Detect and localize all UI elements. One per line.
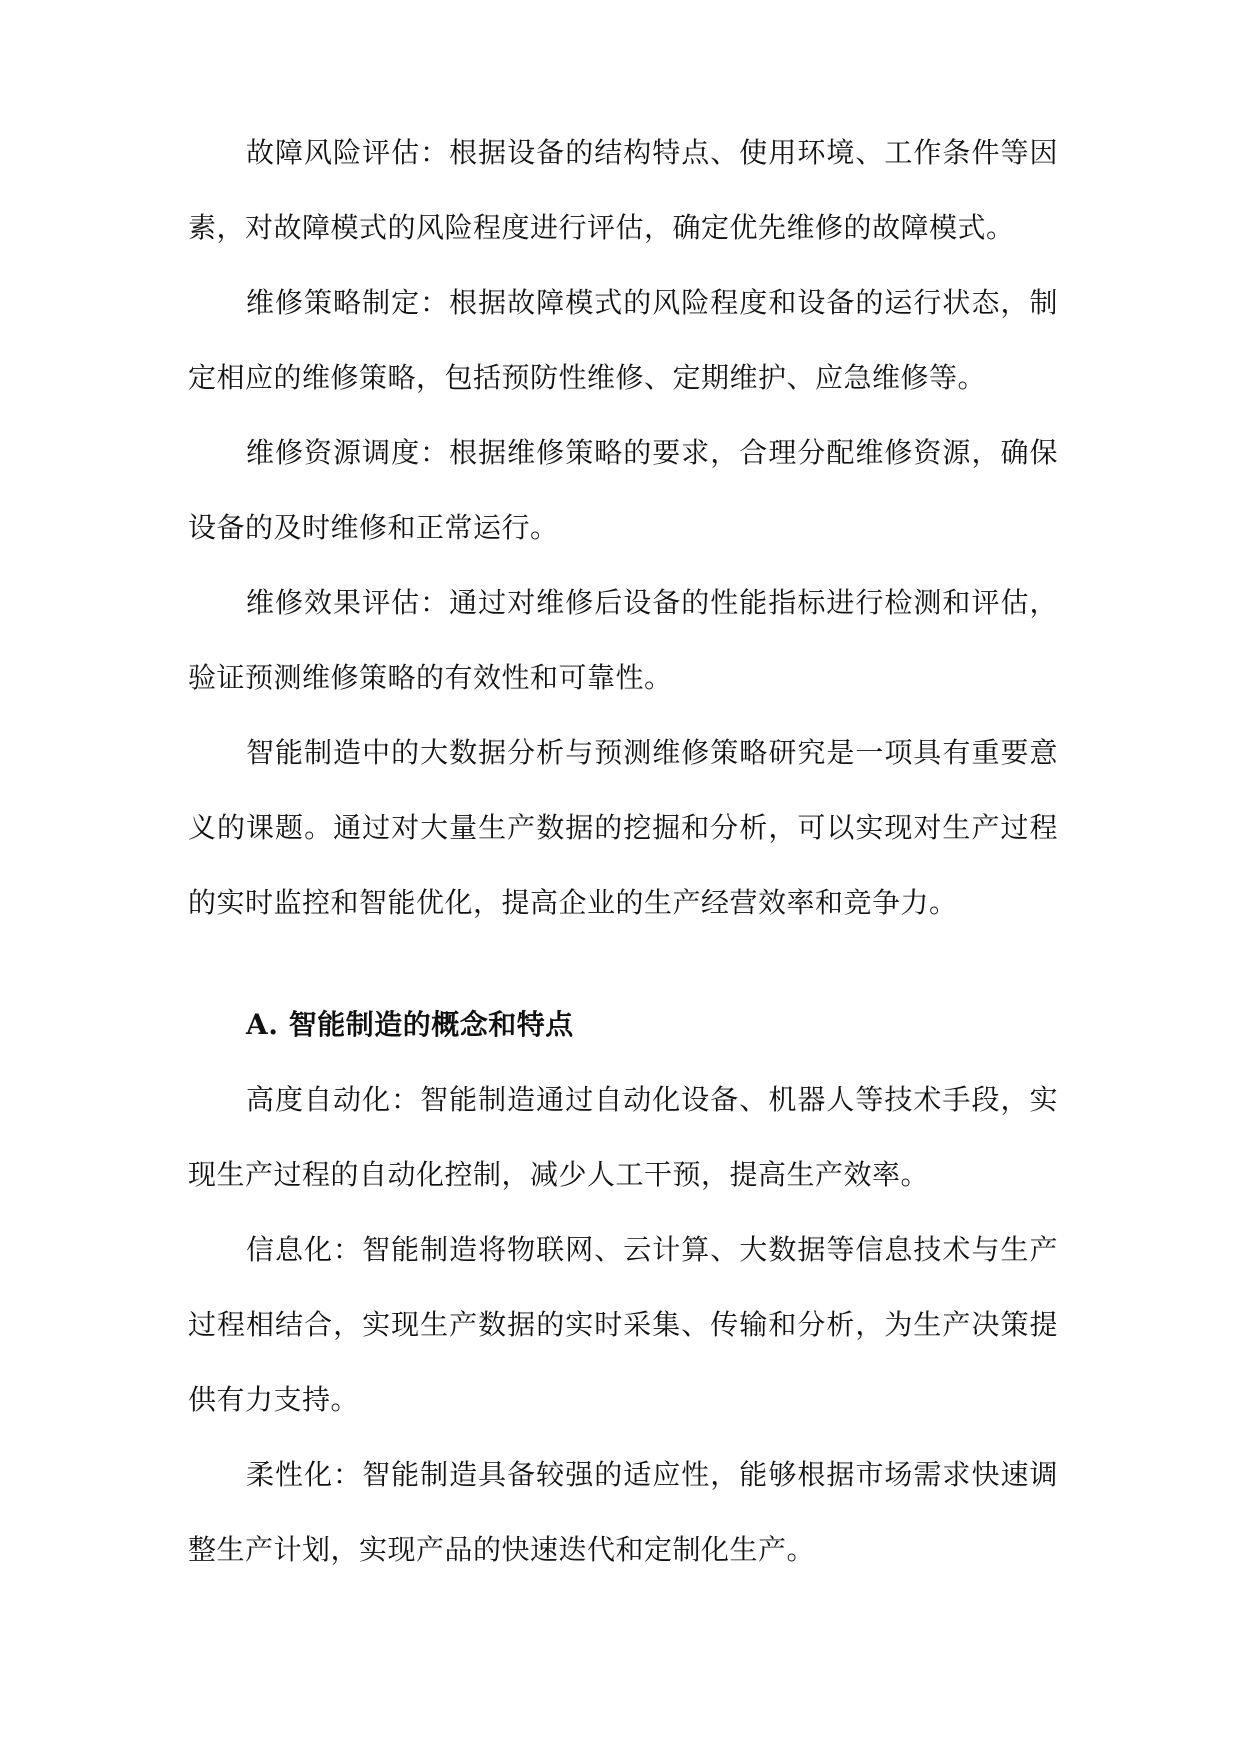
section-gap — [188, 940, 1058, 987]
document-body — [188, 115, 1058, 1587]
paragraph-fault-risk-assessment: 故障风险评估：根据设备的结构特点、使用环境、工作条件等因素，对故障模式的风险程度进行评估，确定优先维修的故障模式。 — [188, 136, 1058, 244]
paragraph-resource-scheduling: 维修资源调度：根据维修策略的要求，合理分配维修资源，确保设备的及时维修和正常运行。 — [188, 436, 1058, 544]
paragraph-maintenance-strategy: 维修策略制定：根据故障模式的风险程度和设备的运行状态，制定相应的维修策略，包括预防性维修、定期维护、应急维修等。 — [188, 286, 1058, 394]
paragraph-informatization: 信息化：智能制造将物联网、云计算、大数据等信息技术与生产过程相结合，实现生产数据的实时采集、传输和分析，为生产决策提供有力支持。 — [188, 1233, 1058, 1416]
paragraph-effect-evaluation: 维修效果评估：通过对维修后设备的性能指标进行检测和评估，验证预测维修策略的有效性和可靠性。 — [188, 586, 1058, 694]
paragraph-automation: 高度自动化：智能制造通过自动化设备、机器人等技术手段，实现生产过程的自动化控制，减少人工干预，提高生产效率。 — [188, 1083, 1058, 1191]
section-heading: A. 智能制造的概念和特点 — [246, 1008, 574, 1041]
paragraph-summary: 智能制造中的大数据分析与预测维修策略研究是一项具有重要意义的课题。通过对大量生产数据的挖掘和分析，可以实现对生产过程的实时监控和智能优化，提高企业的生产经营效率和竞争力。 — [188, 736, 1058, 919]
paragraph-flexibility: 柔性化：智能制造具备较强的适应性，能够根据市场需求快速调整生产计划，实现产品的快速迭代和定制化生产。 — [188, 1458, 1058, 1566]
